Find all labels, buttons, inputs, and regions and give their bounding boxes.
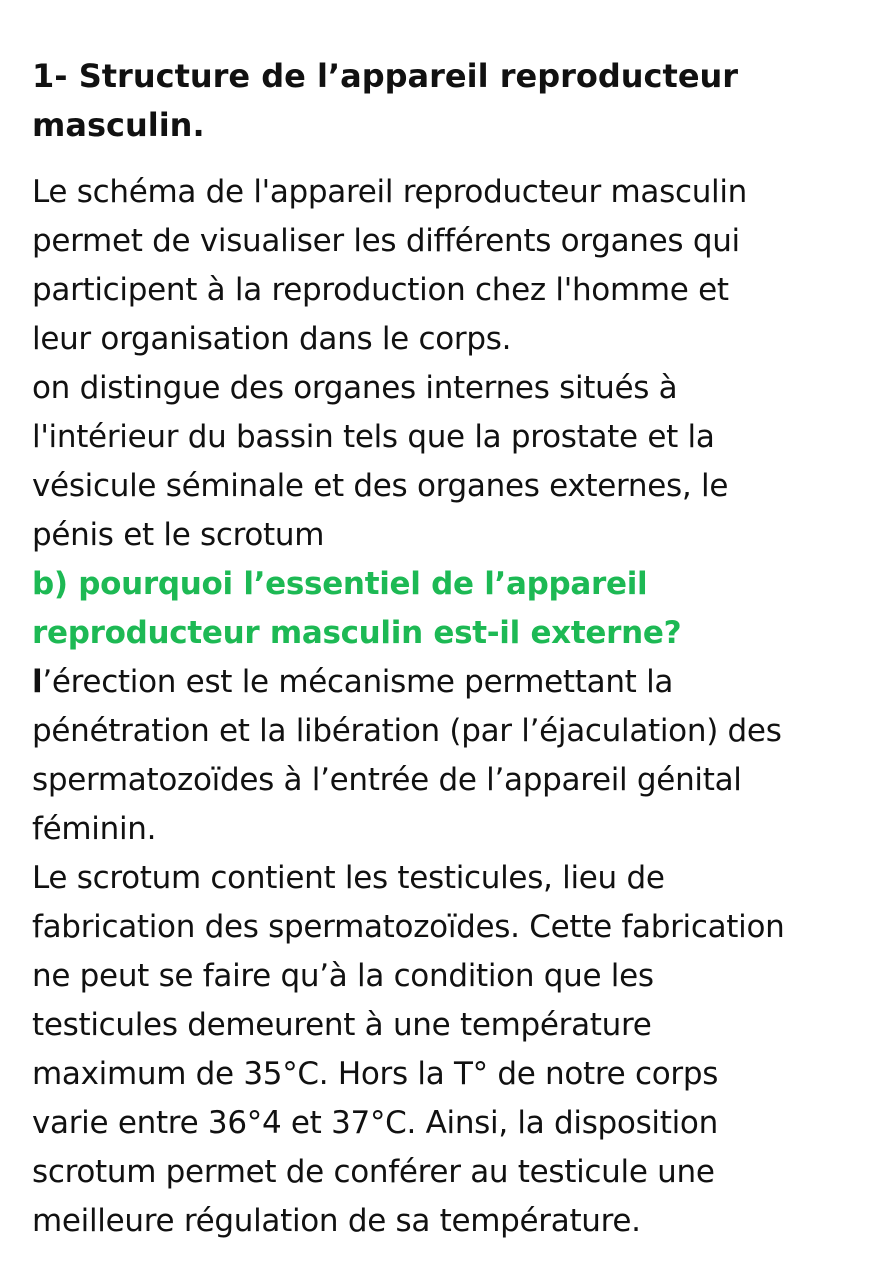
scrotum-paragraph: Le scrotum contient les testicules, lieu de fabrication des spermatozoïdes. Cette fabrication ne peut se faire qu’à la condition que les testicules demeurent à une température maximum de 35°C. Hors la T° de notre corps varie entre 36°4 et 37°C. Ainsi, la disposition scrotum permet de conférer au testicule une meilleure régulation de sa température. xyxy=(32,860,785,1239)
erection-text: ’érection est le mécanisme permettant la pénétration et la libération (par l’éjaculation) des spermatozoïdes à l’entrée de l’appareil génital féminin. xyxy=(32,664,782,847)
section-title: 1- Structure de l’appareil reproducteur masculin. xyxy=(32,57,739,144)
intro-paragraph: Le schéma de l'appareil reproducteur masculin permet de visualiser les différents organes qui participent à la reproduction chez l'homme et leur organisation dans le corps. on distingue des organes internes situés à l'intérieur du bassin tels que la prostate et la vésicule séminale et des organes externes, le pénis et le scrotum xyxy=(32,174,748,553)
erection-paragraph xyxy=(32,658,869,854)
erection-lead-letter: l xyxy=(32,664,43,700)
question-subtitle: b) pourquoi l’essentiel de l’appareil reproducteur masculin est-il externe? xyxy=(32,566,682,651)
